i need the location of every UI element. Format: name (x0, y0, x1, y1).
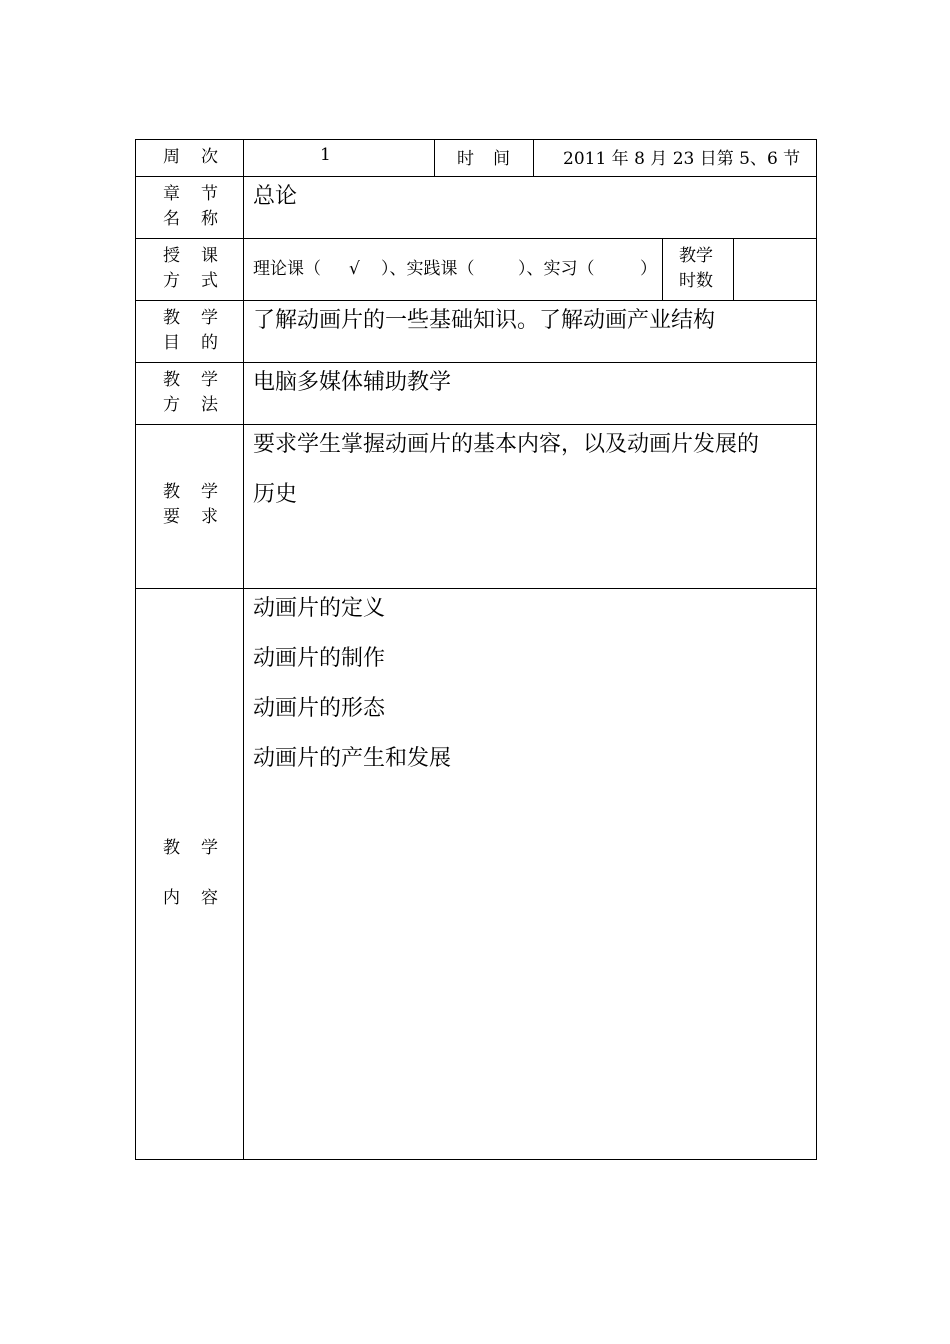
week-label: 次 (201, 147, 218, 167)
goal-label: 目 (163, 333, 180, 353)
row-divider (135, 424, 817, 425)
hours-label: 教学 (679, 246, 713, 266)
column-divider (662, 238, 663, 301)
content-item: 动画片的形态 (253, 696, 386, 721)
row-divider (135, 176, 817, 177)
content-item: 动画片的制作 (253, 646, 386, 671)
column-divider (533, 139, 534, 177)
mode-label: 课 (201, 246, 218, 266)
table-border-right (816, 139, 817, 1160)
row-divider (135, 238, 817, 239)
requirement-text-line-2: 历史 (253, 482, 298, 507)
method-text: 电脑多媒体辅助教学 (253, 370, 452, 395)
method-label: 学 (201, 370, 218, 390)
hours-label: 时数 (679, 271, 713, 291)
content-label: 内 (163, 888, 180, 908)
method-label: 法 (201, 395, 218, 415)
time-label: 间 (493, 149, 510, 169)
chapter-label: 名 (163, 209, 180, 229)
requirement-label: 要 (163, 507, 180, 527)
table-border-bottom (135, 1159, 817, 1160)
internship-label: ）、实习（ (518, 259, 595, 279)
content-item: 动画片的产生和发展 (253, 746, 452, 771)
chapter-label: 节 (201, 184, 218, 204)
label-column-divider (243, 139, 244, 1160)
requirement-text-line-1: 要求学生掌握动画片的基本内容，以及动画片发展的 (253, 432, 760, 457)
close-paren: ） (640, 259, 657, 279)
goal-text: 了解动画片的一些基础知识。了解动画产业结构 (253, 308, 716, 333)
theory-check-mark: √ (349, 259, 360, 279)
mode-label: 方 (163, 271, 180, 291)
row-divider (135, 588, 817, 589)
method-label: 教 (163, 370, 180, 390)
theory-course-label: 理论课（ (253, 259, 321, 279)
column-divider (434, 139, 435, 177)
content-label: 容 (201, 888, 218, 908)
chapter-label: 章 (163, 184, 180, 204)
requirement-label: 求 (201, 507, 218, 527)
week-value: 1 (320, 145, 331, 165)
content-label: 教 (163, 838, 180, 858)
table-border-left (135, 139, 136, 1160)
content-item: 动画片的定义 (253, 596, 386, 621)
week-label: 周 (163, 147, 180, 167)
goal-label: 的 (201, 333, 218, 353)
content-label: 学 (201, 838, 218, 858)
chapter-label: 称 (201, 209, 218, 229)
time-value: 2011 年 8 月 23 日第 5、6 节 (563, 149, 801, 169)
column-divider (733, 238, 734, 301)
mode-label: 授 (163, 246, 180, 266)
requirement-label: 教 (163, 482, 180, 502)
goal-label: 教 (163, 308, 180, 328)
practice-course-label: ）、实践课（ (381, 259, 475, 279)
row-divider (135, 362, 817, 363)
chapter-name: 总论 (253, 184, 298, 209)
method-label: 方 (163, 395, 180, 415)
mode-label: 式 (201, 271, 218, 291)
requirement-label: 学 (201, 482, 218, 502)
goal-label: 学 (201, 308, 218, 328)
row-divider (135, 300, 817, 301)
table-border-top (135, 139, 817, 140)
time-label: 时 (457, 149, 474, 169)
